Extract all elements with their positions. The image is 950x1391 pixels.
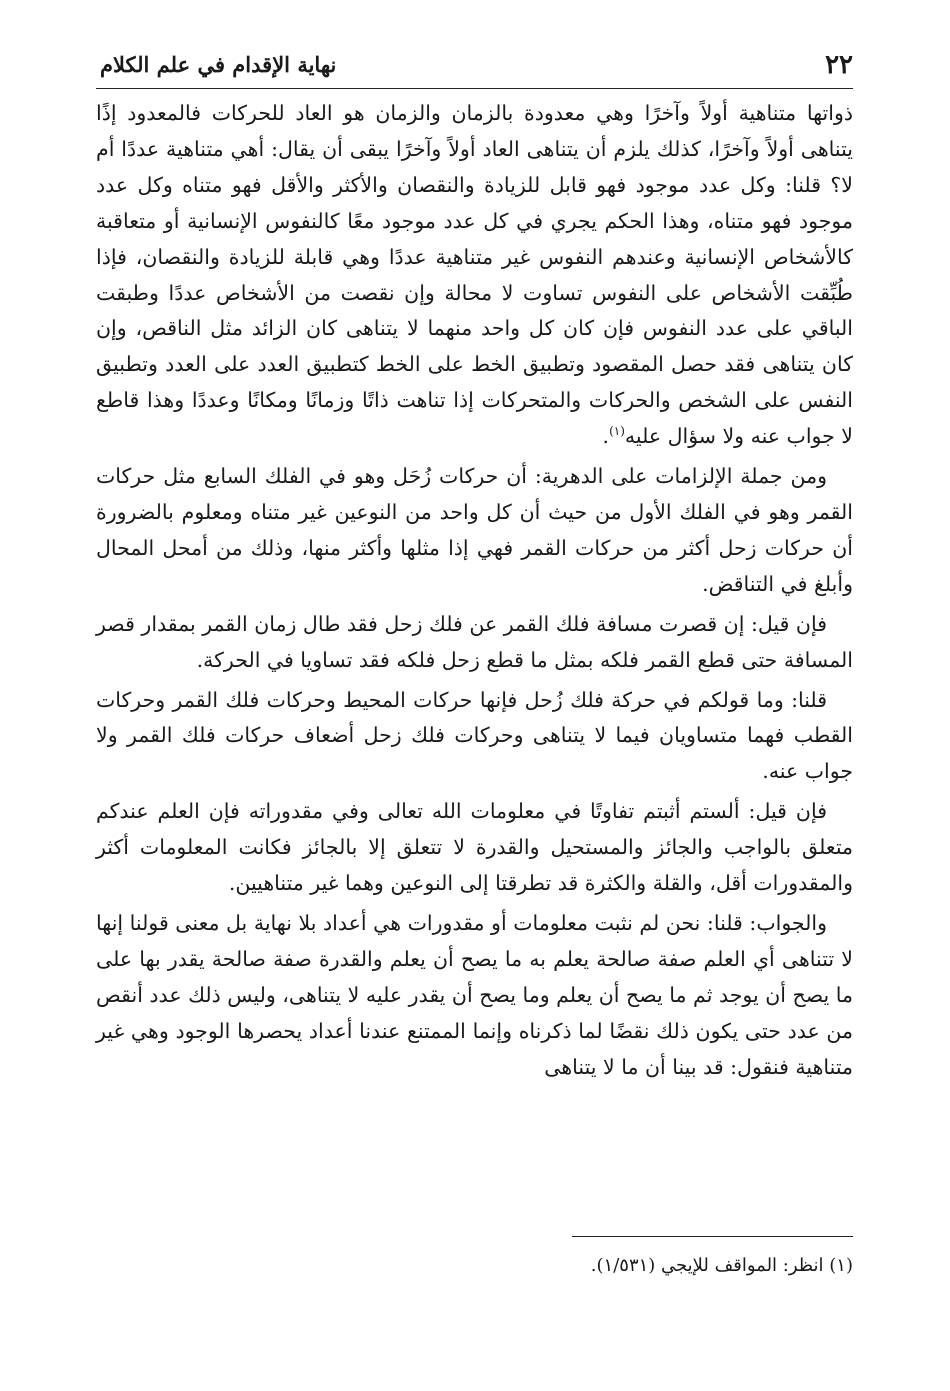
- page-header: [96, 38, 853, 82]
- paragraph: ومن جملة الإلزامات على الدهرية: أن حركات زُحَل وهو في الفلك السابع مثل حركات القمر وهو في الفلك الأول من حيث أن كل واحد من النوعين غير متناه ومعلوم بالضرورة أن حركات زحل أكثر من حركات القمر فهي إذا مثلها وأكثر منها، وذلك من أمحل المحال وأبلغ في التناقض.: [96, 464, 853, 596]
- paragraph: فإن قيل: ألستم أثبتم تفاوتًا في معلومات الله تعالى وفي مقدوراته فإن العلم عندكم متعلق بالواجب والجائز والمستحيل والقدرة لا تتعلق إلا بالجائز فكانت المعلومات أكثر والمقدورات أقل، والقلة والكثرة قد تطرقتا إلى النوعين وهما غير متناهيين.: [96, 799, 853, 896]
- paragraph-tail: .: [602, 424, 610, 449]
- book-title: نهاية الإقدام في علم الكلام: [100, 52, 337, 77]
- paragraph: فإن قيل: إن قصرت مسافة فلك القمر عن فلك زحل فقد طال زمان القمر بمقدار قصر المسافة حتى قطع القمر فلكه بمثل ما قطع زحل فلكه فقد تساويا في الحركة.: [96, 611, 853, 672]
- paragraph: [96, 96, 853, 455]
- footnote-divider: [572, 1236, 853, 1237]
- paragraph: قلنا: وما قولكم في حركة فلك زُحل فإنها حركات المحيط وحركات فلك القمر وحركات القطب فهما متساويان فيما لا يتناهى وحركات فلك زحل أضعاف حركات فلك القمر ولا جواب عنه.: [96, 687, 853, 784]
- paragraph-text: ذواتها متناهية أولاً وآخرًا وهي معدودة بالزمان والزمان هو العاد للحركات فالمعدود إذًا يتناهى أولاً وآخرًا، كذلك يلزم أن يتناهى العاد أولاً وآخرًا يبقى أن يقال: أهي متناهية عددًا أم لا؟ قلنا: وكل عدد موجود فهو قابل للزيادة والنقصان والأكثر والأقل فهو متناه وكل عدد موجود فهو متناه، وهذا الحكم يجري في كل عدد موجود معًا كالنفوس الإنسانية أو متعاقبة كالأشخاص الإنسانية وعندهم النفوس غير متناهية عددًا وهي قابلة للزيادة والنقصان، فإذا طُبِّقت الأشخاص على النفوس تساوت لا محالة وإن نقصت من الأشخاص عددًا وطبقت الباقي على عدد النفوس فإن كان كل واحد منهما لا يتناهى كان الزائد مثل الناقص، وإن كان يتناهى فقد حصل المقصود وتطبيق الخط على الخط كتطبيق العدد على العدد وتطبيق النفس على الشخص والحركات والمتحركات إذا تناهت ذاتًا وزمانًا ومكانًا وعددًا وهذا قاطع لا جواب عنه ولا سؤال عليه: [96, 101, 853, 449]
- footnote-reference: (١): [609, 424, 625, 439]
- page-number: ٢٢: [825, 50, 853, 80]
- footnote: (١) انظر: المواقف للإيجي (١/٥٣١).: [590, 1255, 853, 1276]
- main-text: [96, 96, 853, 1085]
- header-divider: [96, 88, 853, 89]
- paragraph: والجواب: قلنا: نحن لم نثبت معلومات أو مقدورات هي أعداد بلا نهاية بل معنى قولنا إنها لا تتناهى أي العلم صفة صالحة يعلم به ما يصح أن يعلم والقدرة صفة صالحة يقدر بها على ما يصح أن يوجد ثم ما يصح أن يعلم وما يصح أن يقدر عليه لا يتناهى، وليس ذلك عدد أنقص من عدد حتى يكون ذلك نقضًا لما ذكرناه وإنما الممتنع عندنا أعداد يحصرها الوجود وهي غير متناهية فنقول: قد بينا أن ما لا يتناهى: [96, 910, 853, 1079]
